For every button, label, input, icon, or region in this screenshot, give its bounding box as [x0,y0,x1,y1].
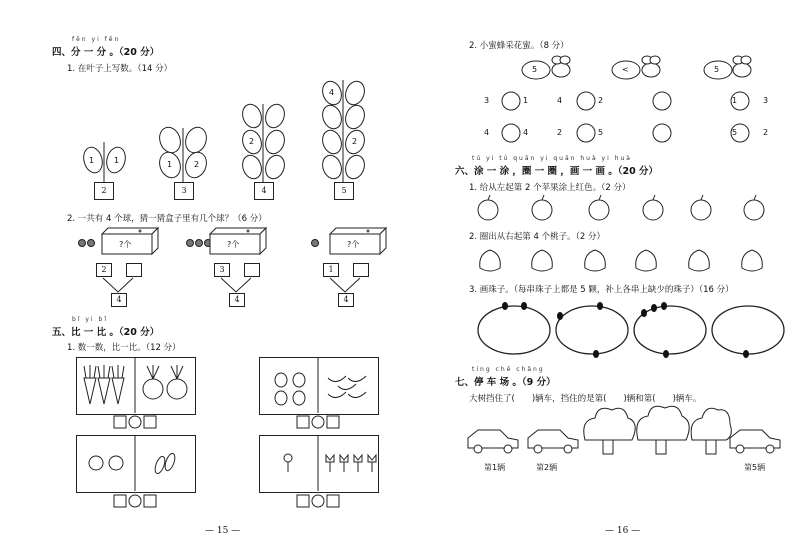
total-box: 4 [338,293,354,307]
apple-question-title: 1. 给从左起第 2 个苹果涂上红色。（2 分） [469,183,631,193]
car-label: 第5辆 [744,463,766,472]
bee-question-title: 2. 小蜜蜂采花蜜。（8 分） [469,41,569,51]
eggplant-icon [153,452,177,475]
bee-number: 5 [714,65,720,74]
bee-number: 5 [532,65,538,74]
flower-icon [284,454,292,472]
plant-pot: 4 [254,182,274,200]
radish-icon [143,365,187,399]
flower-number: 1 [523,96,529,105]
leaf-number[interactable]: 1 [89,156,95,165]
flower-number: 2 [598,96,604,105]
box-label: ?个 [119,240,132,249]
leaf-number[interactable]: 2 [249,137,255,146]
plant-pot: 3 [174,182,194,200]
flower-number: 3 [763,96,769,105]
pinyin-fen-yi-fen: fēn yi fēn [72,36,121,43]
tulip-icon [326,455,376,472]
pinyin-bi-yi-bi: bǐ yi bǐ [72,316,108,323]
leaf-number[interactable]: 2 [352,137,358,146]
question-1-title: 1. 在叶子上写数。（14 分） [67,64,173,74]
pinyin-ting-che-chang: tíng chē chǎng [472,366,545,373]
parking-question-text: 大树挡住了( )辆车，挡住的是第( )辆和第( )辆车。 [469,394,702,404]
page-number-right: — 16 — [605,526,641,536]
leaf-number[interactable]: 1 [167,160,173,169]
flower-number: 2 [763,128,769,137]
total-box: 4 [111,293,127,307]
peach-question-title: 2. 圈出从右起第 4 个桃子。（2 分） [469,232,605,242]
box-label: ?个 [227,240,240,249]
flower-number: 1 [732,96,738,105]
bead-question-title: 3. 画珠子。（每串珠子上都是 5 颗，补上各串上缺少的珠子）（16 分） [469,285,734,295]
box-label: ?个 [347,240,360,249]
leaf-number[interactable]: 1 [114,156,120,165]
banana-icon [328,376,366,398]
flower-number: 3 [484,96,490,105]
flower-number: 5 [598,128,604,137]
total-box: 4 [229,293,245,307]
compare-drawings [0,0,400,520]
known-balls-box: 2 [96,263,112,277]
plant-pot: 5 [334,182,354,200]
car-label: 第2辆 [536,463,558,472]
flower-number: 2 [557,128,563,137]
leaf-number[interactable]: 2 [194,160,200,169]
flower-number: 5 [732,128,738,137]
page-number-left: — 15 — [205,526,241,536]
section-5-title: 五、比 一 比 。（20 分） [52,327,160,338]
tree-icon [584,406,732,454]
question-2-title: 2. 一共有 4 个球，猜一猜盒子里有几个球？（6 分） [67,214,267,224]
flower-number: 4 [523,128,529,137]
bee-symbol: < [622,65,629,74]
tomato-icon [89,456,123,470]
flower-number: 4 [557,96,563,105]
car-label: 第1辆 [484,463,506,472]
known-balls-box: 1 [323,263,339,277]
flower-number: 4 [484,128,490,137]
pinyin-section-6: tú yi tú quān yi quān huà yi huà [472,155,632,162]
plant-pot: 2 [94,182,114,200]
parking-lot-illustration [400,0,800,480]
leaf-number[interactable]: 4 [329,88,335,97]
question-3-title: 1. 数一数，比一比。（12 分） [67,343,181,353]
pear-icon [275,373,305,405]
section-4-title: 四、分 一 分 。（20 分） [52,47,160,58]
compare-answer-shapes [114,416,339,507]
section-7-title: 七、停 车 场 。（9 分） [455,377,556,388]
known-balls-box: 3 [214,263,230,277]
carrot-icon [84,365,124,404]
section-6-title: 六、涂 一 涂 ，圈 一 圈 ，画 一 画 。（20 分） [455,166,659,177]
